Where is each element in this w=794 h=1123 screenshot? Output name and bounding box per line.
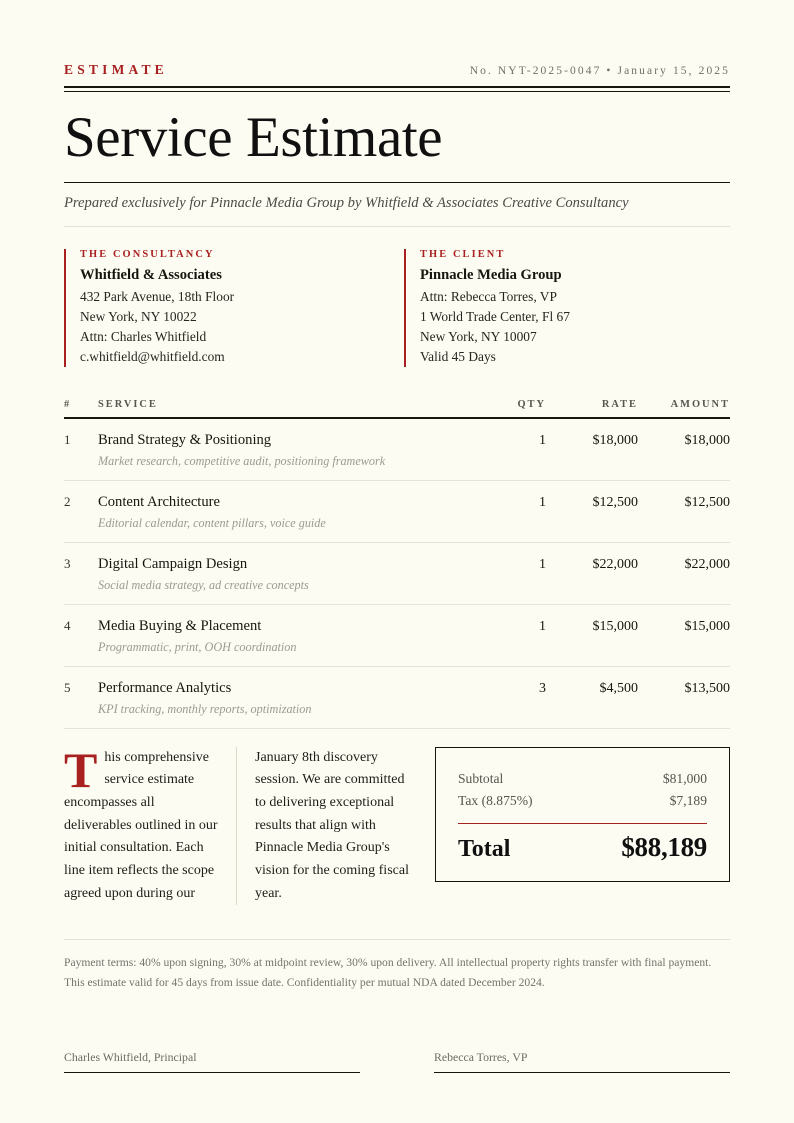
subtotal-value: $81,000 (662, 770, 707, 786)
row-number: 5 (64, 679, 71, 695)
masthead (64, 62, 730, 86)
row-service-name: Brand Strategy & Positioning (98, 431, 272, 448)
row-rate: $18,000 (592, 432, 638, 448)
column-header-amount: AMOUNT (670, 398, 730, 410)
party-address-line: 432 Park Avenue, 18th Floor (80, 289, 235, 305)
row-service-name: Media Buying & Placement (98, 617, 262, 634)
row-rate: $12,500 (592, 494, 638, 510)
totals-separator (458, 823, 707, 824)
party-attn-line: Attn: Rebecca Torres, VP (420, 289, 557, 305)
row-qty: 1 (539, 432, 546, 448)
table-header-row (64, 399, 730, 417)
row-description: Market research, competitive audit, positioning framework (98, 453, 386, 468)
totals-box (435, 747, 730, 882)
row-number: 3 (64, 555, 71, 571)
masthead-rule (64, 86, 730, 92)
grand-total-value: $88,189 (621, 831, 707, 862)
narrative-column-one (64, 741, 236, 906)
document-subtitle: Prepared exclusively for Pinnacle Media Group by Whitfield & Associates Creative Consultancy (64, 195, 629, 212)
tax-row (458, 790, 707, 812)
table-row (64, 419, 730, 481)
row-amount: $18,000 (684, 432, 730, 448)
line-items-table (64, 399, 730, 729)
party-client (404, 249, 730, 366)
party-address-line: 1 World Trade Center, Fl 67 (420, 309, 570, 325)
row-description: Social media strategy, ad creative concepts (98, 577, 309, 592)
party-email-line: c.whitfield@whitfield.com (80, 348, 225, 364)
masthead-meta: No. NYT-2025-0047 • January 15, 2025 (469, 65, 730, 77)
table-row (64, 605, 730, 667)
row-description: KPI tracking, monthly reports, optimization (98, 701, 312, 716)
row-service-name: Performance Analytics (98, 679, 232, 696)
signature-block (64, 1050, 730, 1073)
row-description: Programmatic, print, OOH coordination (98, 639, 297, 654)
row-service-name: Content Architecture (98, 493, 220, 510)
row-qty: 1 (539, 618, 546, 634)
party-label: THE CONSULTANCY (80, 249, 215, 261)
party-validity-line: Valid 45 Days (420, 348, 496, 364)
column-header-number: # (64, 398, 72, 410)
row-qty: 1 (539, 494, 546, 510)
party-address-line: New York, NY 10022 (80, 309, 197, 325)
signature-name: Rebecca Torres, VP (434, 1049, 528, 1064)
masthead-label: ESTIMATE (64, 62, 168, 77)
party-attn-line: Attn: Charles Whitfield (80, 329, 207, 345)
row-qty: 1 (539, 556, 546, 572)
party-address-line: New York, NY 10007 (420, 329, 537, 345)
drop-cap: T (64, 741, 98, 798)
tax-label: Tax (8.875%) (458, 792, 533, 808)
row-amount: $12,500 (684, 494, 730, 510)
summary-section (64, 741, 730, 906)
party-label: THE CLIENT (420, 249, 506, 261)
party-consultancy (64, 249, 390, 366)
row-number: 2 (64, 493, 71, 509)
column-header-rate: RATE (601, 398, 638, 410)
table-row (64, 667, 730, 729)
grand-total-row (458, 832, 707, 863)
row-number: 4 (64, 617, 71, 633)
payment-terms: Payment terms: 40% upon signing, 30% at midpoint review, 30% upon delivery. All intellectual property rights transfer with final payment. This estimate valid for 45 days from issue date. Confidentiality per mutual NDA dated December 2024. (64, 956, 712, 989)
parties-block (64, 249, 730, 366)
party-name: Pinnacle Media Group (420, 267, 562, 284)
row-rate: $4,500 (599, 680, 638, 696)
narrative-block (64, 741, 413, 906)
row-service-name: Digital Campaign Design (98, 555, 248, 572)
column-header-service: SERVICE (98, 398, 158, 410)
row-rate: $22,000 (592, 556, 638, 572)
narrative-text-one: his comprehensive service estimate encompasses all deliverables outlined in our initial consultation. Each line item reflects the scope agreed upon during our (64, 749, 218, 901)
row-qty: 3 (539, 680, 546, 696)
row-description: Editorial calendar, content pillars, voice guide (98, 515, 326, 530)
grand-total-label: Total (458, 835, 511, 862)
signature-line-consultant (64, 1050, 360, 1073)
table-row (64, 481, 730, 543)
column-header-qty: QTY (517, 398, 546, 410)
row-amount: $13,500 (684, 680, 730, 696)
row-rate: $15,000 (592, 618, 638, 634)
subtitle-rule (64, 226, 730, 227)
row-amount: $22,000 (684, 556, 730, 572)
signature-line-client (434, 1050, 730, 1073)
subtotal-label: Subtotal (458, 770, 504, 786)
signature-name: Charles Whitfield, Principal (64, 1049, 197, 1064)
page-title: Service Estimate (64, 106, 443, 169)
party-name: Whitfield & Associates (80, 267, 222, 284)
row-number: 1 (64, 431, 71, 447)
table-row (64, 543, 730, 605)
subtotal-row (458, 768, 707, 790)
tax-value: $7,189 (669, 792, 707, 808)
row-amount: $15,000 (684, 618, 730, 634)
narrative-column-two: January 8th discovery session. We are committed to delivering exceptional results that align with Pinnacle Media Group's vision for the coming fiscal year. (236, 747, 413, 906)
